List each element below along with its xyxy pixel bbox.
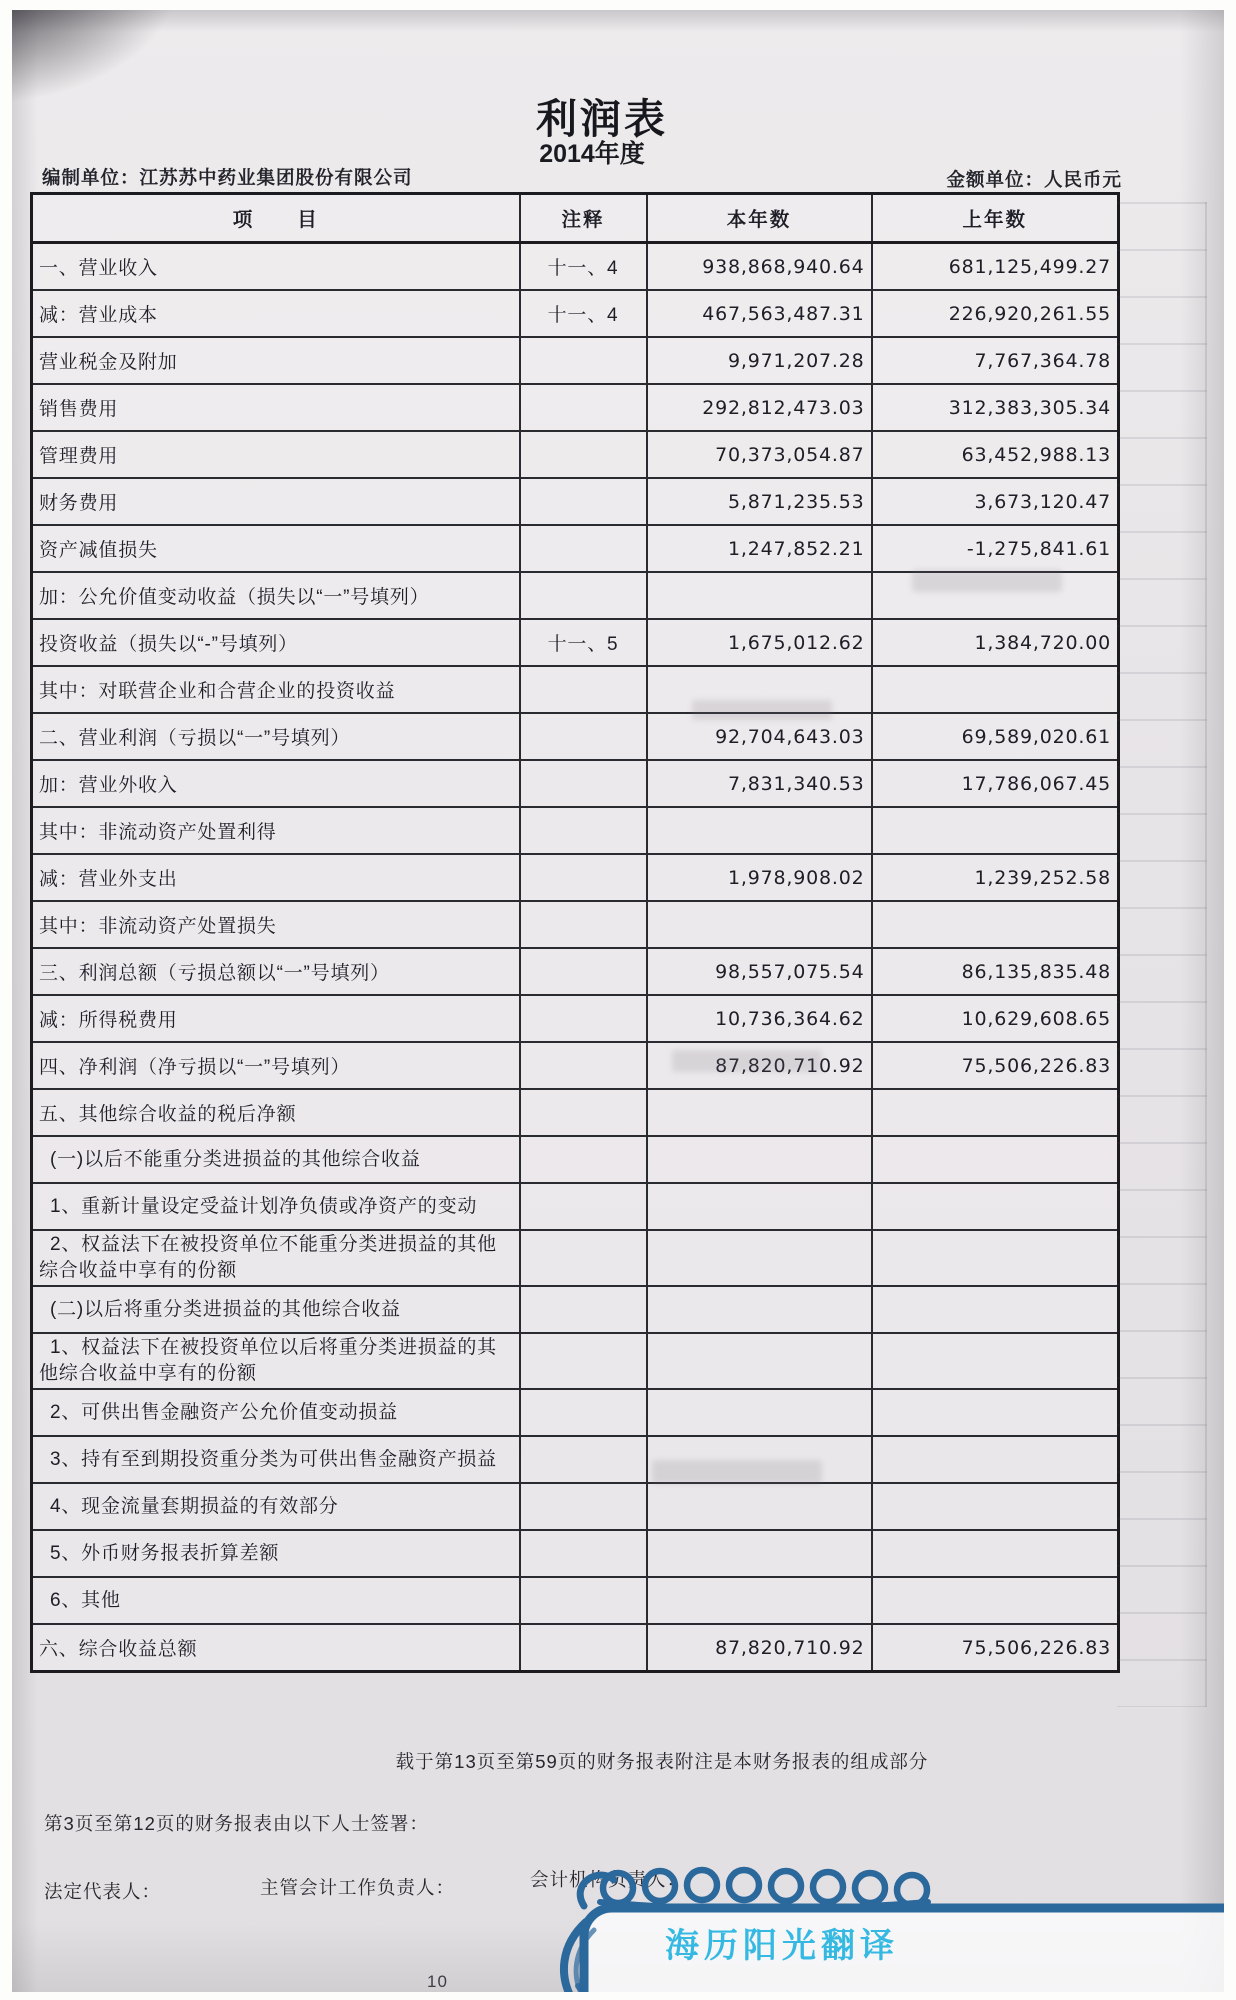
cell-item: 六、综合收益总额 bbox=[32, 1624, 520, 1672]
cell-item: 投资收益（损失以“-”号填列） bbox=[32, 619, 520, 666]
table-row bbox=[32, 337, 1119, 384]
bubble-curl-decoration bbox=[580, 1870, 928, 1909]
table-row bbox=[32, 1183, 1119, 1230]
cell-prior-year bbox=[872, 901, 1119, 948]
table-header-row bbox=[32, 194, 1119, 243]
watermark-text: 海历阳光翻译 bbox=[665, 1927, 899, 1965]
cell-note bbox=[520, 854, 647, 901]
cell-current-year: 938,868,940.64 bbox=[647, 243, 872, 291]
cell-item: 减：所得税费用 bbox=[32, 995, 520, 1042]
cell-current-year: 1,978,908.02 bbox=[647, 854, 872, 901]
cell-current-year: 1,247,852.21 bbox=[647, 525, 872, 572]
cell-item: (一)以后不能重分类进损益的其他综合收益 bbox=[32, 1136, 520, 1183]
cell-note bbox=[520, 713, 647, 760]
cell-item: 管理费用 bbox=[32, 431, 520, 478]
cell-current-year: 1,675,012.62 bbox=[647, 619, 872, 666]
photo-mat-right bbox=[1224, 0, 1236, 2000]
income-statement-table bbox=[30, 192, 1120, 1673]
cell-item: 其中：对联营企业和合营企业的投资收益 bbox=[32, 666, 520, 713]
table-row bbox=[32, 1136, 1119, 1183]
cell-item: 三、利润总额（亏损总额以“一”号填列） bbox=[32, 948, 520, 995]
cell-note bbox=[520, 1530, 647, 1577]
cell-current-year: 292,812,473.03 bbox=[647, 384, 872, 431]
cell-item: 加：公允价值变动收益（损失以“一”号填列） bbox=[32, 572, 520, 619]
cell-item: 5、外币财务报表折算差额 bbox=[32, 1530, 520, 1577]
cell-note bbox=[520, 525, 647, 572]
cell-prior-year bbox=[872, 1136, 1119, 1183]
cell-item: 1、重新计量设定受益计划净负债或净资产的变动 bbox=[32, 1183, 520, 1230]
cell-note bbox=[520, 1042, 647, 1089]
cell-prior-year: 226,920,261.55 bbox=[872, 290, 1119, 337]
cell-item: 营业税金及附加 bbox=[32, 337, 520, 384]
cell-item: 其中：非流动资产处置利得 bbox=[32, 807, 520, 854]
cell-item: 财务费用 bbox=[32, 478, 520, 525]
cell-current-year bbox=[647, 1089, 872, 1136]
table-row bbox=[32, 1230, 1119, 1286]
currency-unit: 金额单位：人民币元 bbox=[946, 169, 1122, 190]
scan-smudge bbox=[672, 1050, 822, 1072]
table-row bbox=[32, 948, 1119, 995]
cell-prior-year bbox=[872, 1230, 1119, 1286]
cell-note bbox=[520, 1483, 647, 1530]
cell-item: 2、权益法下在被投资单位不能重分类进损益的其他综合收益中享有的份额 bbox=[32, 1230, 520, 1286]
cell-note bbox=[520, 1089, 647, 1136]
cell-current-year bbox=[647, 1389, 872, 1436]
cell-note bbox=[520, 572, 647, 619]
cell-prior-year: 69,589,020.61 bbox=[872, 713, 1119, 760]
cell-prior-year: 10,629,608.65 bbox=[872, 995, 1119, 1042]
table-row bbox=[32, 243, 1119, 291]
cell-current-year bbox=[647, 1136, 872, 1183]
cell-prior-year: 63,452,988.13 bbox=[872, 431, 1119, 478]
cell-note bbox=[520, 431, 647, 478]
table-row bbox=[32, 666, 1119, 713]
table-row bbox=[32, 807, 1119, 854]
cell-current-year bbox=[647, 1577, 872, 1624]
photo-mat-bottom bbox=[0, 1992, 1236, 2000]
signing-statement: 第3页至第12页的财务报表由以下人士签署： bbox=[44, 1813, 429, 1834]
table-row bbox=[32, 1042, 1119, 1089]
cell-note bbox=[520, 901, 647, 948]
cell-note bbox=[520, 1286, 647, 1333]
table-row bbox=[32, 760, 1119, 807]
cell-note: 十一、5 bbox=[520, 619, 647, 666]
cell-prior-year bbox=[872, 807, 1119, 854]
table-row bbox=[32, 478, 1119, 525]
table-row bbox=[32, 854, 1119, 901]
page-title: 利润表 bbox=[536, 96, 668, 142]
signer-chief-accountant: 主管会计工作负责人： bbox=[260, 1877, 456, 1898]
cell-item: 其中：非流动资产处置损失 bbox=[32, 901, 520, 948]
cell-current-year: 10,736,364.62 bbox=[647, 995, 872, 1042]
signer-legal-representative: 法定代表人： bbox=[44, 1881, 162, 1902]
table-row bbox=[32, 1577, 1119, 1624]
cell-prior-year bbox=[872, 1333, 1119, 1389]
table-row bbox=[32, 619, 1119, 666]
cell-prior-year bbox=[872, 1389, 1119, 1436]
cell-note bbox=[520, 807, 647, 854]
cell-note bbox=[520, 1183, 647, 1230]
cell-prior-year: 1,384,720.00 bbox=[872, 619, 1119, 666]
cell-prior-year bbox=[872, 1286, 1119, 1333]
cell-current-year: 467,563,487.31 bbox=[647, 290, 872, 337]
cell-prior-year: -1,275,841.61 bbox=[872, 525, 1119, 572]
cell-prior-year: 86,135,835.48 bbox=[872, 948, 1119, 995]
cell-current-year bbox=[647, 807, 872, 854]
cell-note bbox=[520, 1230, 647, 1286]
header-item: 项 目 bbox=[32, 194, 520, 243]
table-row bbox=[32, 713, 1119, 760]
cell-current-year bbox=[647, 1483, 872, 1530]
table-row bbox=[32, 1436, 1119, 1483]
cell-note bbox=[520, 1333, 647, 1389]
table-row bbox=[32, 1089, 1119, 1136]
cell-current-year: 87,820,710.92 bbox=[647, 1042, 872, 1089]
cell-current-year: 7,831,340.53 bbox=[647, 760, 872, 807]
table-row bbox=[32, 290, 1119, 337]
cell-current-year bbox=[647, 572, 872, 619]
header-prior-year: 上年数 bbox=[872, 194, 1119, 243]
cell-prior-year bbox=[872, 666, 1119, 713]
cell-item: 资产减值损失 bbox=[32, 525, 520, 572]
cell-item: 1、权益法下在被投资单位以后将重分类进损益的其他综合收益中享有的份额 bbox=[32, 1333, 520, 1389]
cell-note: 十一、4 bbox=[520, 243, 647, 291]
cell-current-year bbox=[647, 1286, 872, 1333]
cell-note bbox=[520, 1624, 647, 1672]
cell-note bbox=[520, 478, 647, 525]
cell-note bbox=[520, 948, 647, 995]
cell-prior-year bbox=[872, 1436, 1119, 1483]
table-row bbox=[32, 1389, 1119, 1436]
cell-item: 3、持有至到期投资重分类为可供出售金融资产损益 bbox=[32, 1436, 520, 1483]
table-row bbox=[32, 1530, 1119, 1577]
cell-item: 销售费用 bbox=[32, 384, 520, 431]
cell-prior-year: 312,383,305.34 bbox=[872, 384, 1119, 431]
cell-current-year bbox=[647, 1530, 872, 1577]
cell-item: 五、其他综合收益的税后净额 bbox=[32, 1089, 520, 1136]
table-row bbox=[32, 384, 1119, 431]
table-row bbox=[32, 525, 1119, 572]
scan-smudge bbox=[652, 1460, 822, 1484]
cell-prior-year bbox=[872, 1183, 1119, 1230]
cell-current-year: 5,871,235.53 bbox=[647, 478, 872, 525]
cell-item: 2、可供出售金融资产公允价值变动损益 bbox=[32, 1389, 520, 1436]
page-number: 10 bbox=[427, 1972, 448, 1991]
cell-current-year: 9,971,207.28 bbox=[647, 337, 872, 384]
cell-current-year: 70,373,054.87 bbox=[647, 431, 872, 478]
cell-current-year: 92,704,643.03 bbox=[647, 713, 872, 760]
photo-mat-top bbox=[0, 0, 1236, 10]
cell-prior-year: 75,506,226.83 bbox=[872, 1624, 1119, 1672]
cell-prior-year bbox=[872, 1483, 1119, 1530]
cell-prior-year: 75,506,226.83 bbox=[872, 1042, 1119, 1089]
cell-note bbox=[520, 1136, 647, 1183]
cell-note bbox=[520, 760, 647, 807]
cell-current-year bbox=[647, 1230, 872, 1286]
cell-item: (二)以后将重分类进损益的其他综合收益 bbox=[32, 1286, 520, 1333]
cell-item: 二、营业利润（亏损以“一”号填列） bbox=[32, 713, 520, 760]
table-row bbox=[32, 995, 1119, 1042]
photo-mat-left bbox=[0, 0, 12, 2000]
table-row bbox=[32, 1483, 1119, 1530]
cell-note bbox=[520, 995, 647, 1042]
cell-note bbox=[520, 384, 647, 431]
cell-item: 6、其他 bbox=[32, 1577, 520, 1624]
cell-item: 4、现金流量套期损益的有效部分 bbox=[32, 1483, 520, 1530]
scan-smudge bbox=[692, 700, 832, 720]
cell-current-year bbox=[647, 1183, 872, 1230]
cell-note bbox=[520, 1436, 647, 1483]
cell-note: 十一、4 bbox=[520, 290, 647, 337]
prepared-by: 编制单位：江苏苏中药业集团股份有限公司 bbox=[42, 167, 413, 188]
cell-note bbox=[520, 666, 647, 713]
cell-prior-year: 681,125,499.27 bbox=[872, 243, 1119, 291]
cell-prior-year bbox=[872, 1577, 1119, 1624]
table-row bbox=[32, 1286, 1119, 1333]
cell-prior-year bbox=[872, 1530, 1119, 1577]
cell-prior-year: 3,673,120.47 bbox=[872, 478, 1119, 525]
cell-item: 四、净利润（净亏损以“一”号填列） bbox=[32, 1042, 520, 1089]
notes-reference: 载于第13页至第59页的财务报表附注是本财务报表的组成部分 bbox=[395, 1751, 929, 1772]
income-table-body bbox=[32, 243, 1119, 1672]
cell-prior-year: 7,767,364.78 bbox=[872, 337, 1119, 384]
cell-item: 减：营业成本 bbox=[32, 290, 520, 337]
cell-current-year bbox=[647, 901, 872, 948]
cell-prior-year bbox=[872, 1089, 1119, 1136]
cell-current-year bbox=[647, 1333, 872, 1389]
table-row bbox=[32, 1624, 1119, 1672]
table-row bbox=[32, 901, 1119, 948]
header-current-year: 本年数 bbox=[647, 194, 872, 243]
cell-prior-year: 17,786,067.45 bbox=[872, 760, 1119, 807]
report-period: 2014年度 bbox=[539, 140, 645, 168]
header-note: 注释 bbox=[520, 194, 647, 243]
cell-item: 加：营业外收入 bbox=[32, 760, 520, 807]
cell-note bbox=[520, 337, 647, 384]
cell-note bbox=[520, 1389, 647, 1436]
cell-current-year: 98,557,075.54 bbox=[647, 948, 872, 995]
cell-prior-year: 1,239,252.58 bbox=[872, 854, 1119, 901]
signer-accounting-head: 会计机构负责人： bbox=[530, 1869, 687, 1890]
paper-background bbox=[12, 10, 1224, 1992]
bleed-through-gridlines bbox=[1117, 202, 1207, 1707]
table-row bbox=[32, 1333, 1119, 1389]
cell-note bbox=[520, 1577, 647, 1624]
cell-current-year: 87,820,710.92 bbox=[647, 1624, 872, 1672]
table-row bbox=[32, 431, 1119, 478]
cell-item: 减：营业外支出 bbox=[32, 854, 520, 901]
cell-item: 一、营业收入 bbox=[32, 243, 520, 291]
scan-smudge bbox=[912, 570, 1062, 592]
